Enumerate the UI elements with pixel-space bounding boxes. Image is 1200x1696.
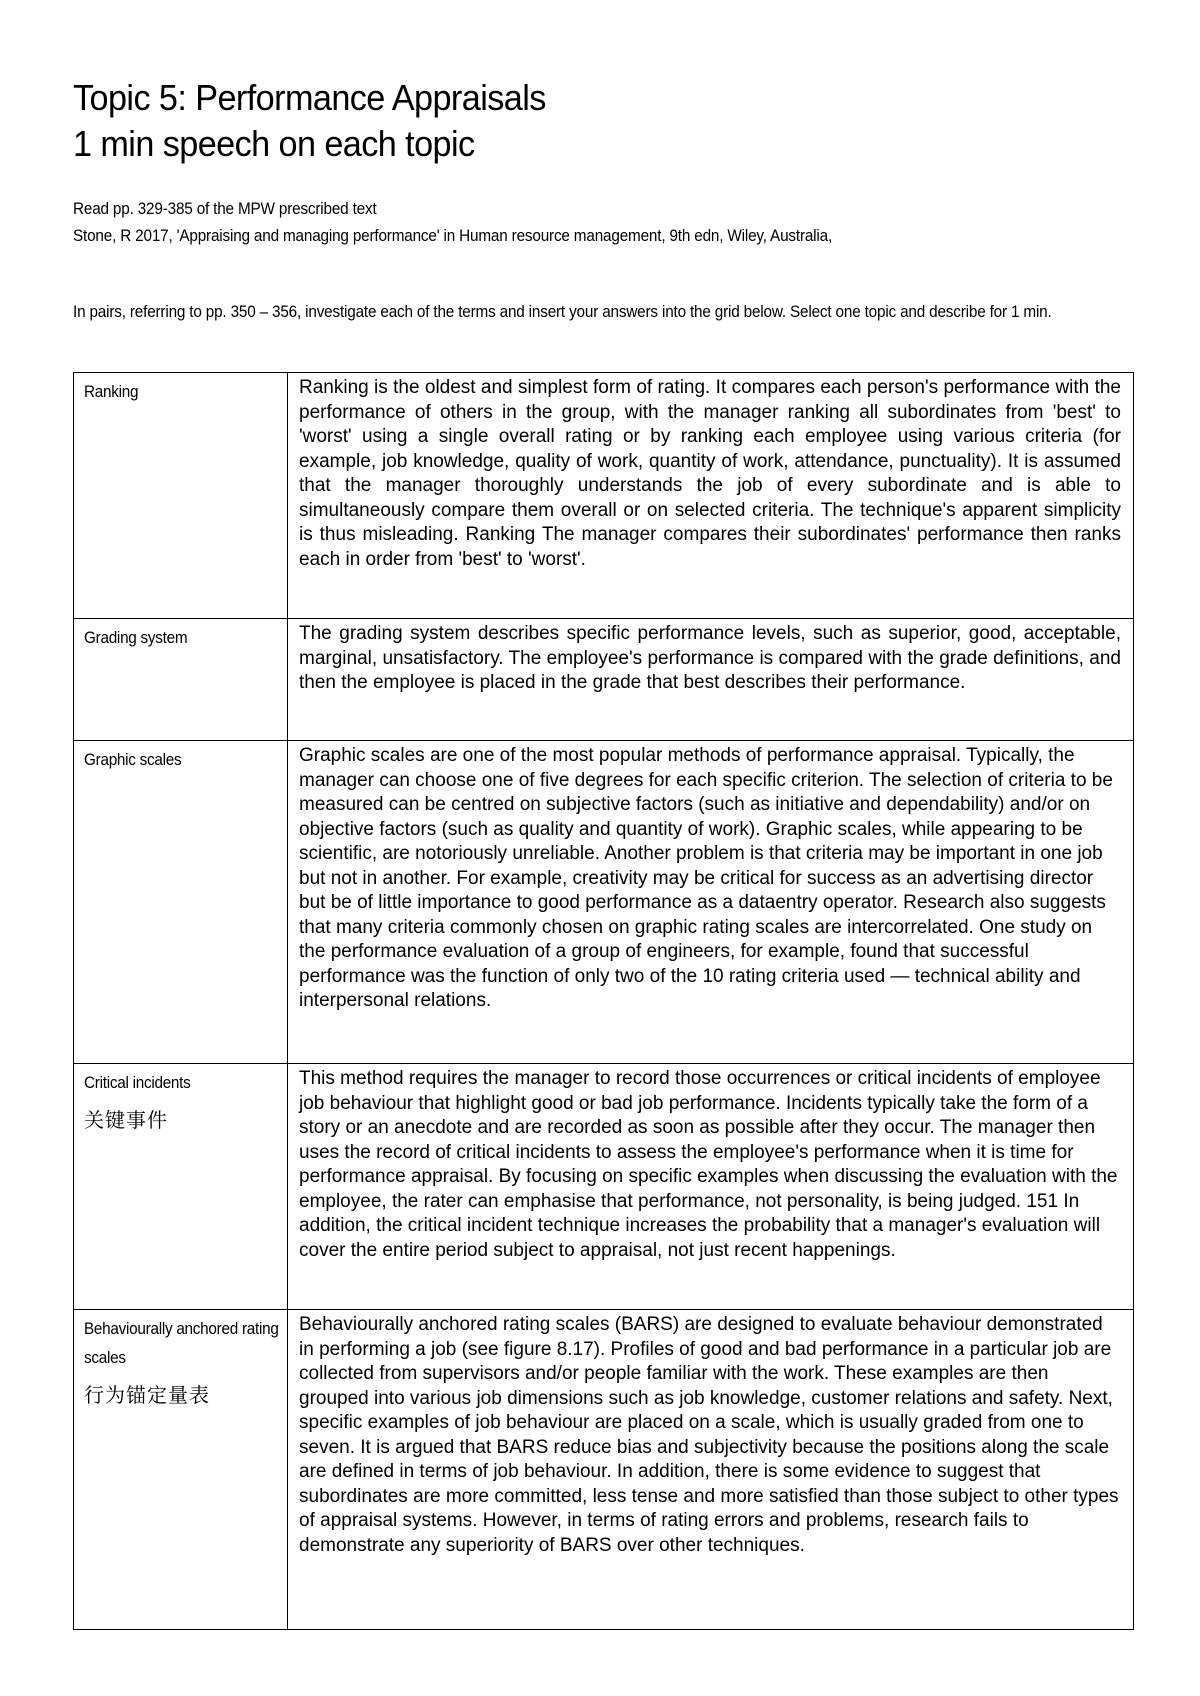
- description-cell[interactable]: [288, 1064, 1134, 1310]
- description-cell[interactable]: [288, 373, 1134, 619]
- table-row: [74, 1064, 1134, 1310]
- term-cell: [74, 373, 288, 619]
- table-row: [74, 1310, 1134, 1630]
- page-subtitle: 1 min speech on each topic: [73, 123, 475, 164]
- page-title: Topic 5: Performance Appraisals: [73, 77, 546, 118]
- term-cell: [74, 619, 288, 741]
- term-label: Critical incidents: [84, 1073, 191, 1092]
- reading-citation: Stone, R 2017, 'Appraising and managing performance' in Human resource management, 9th edn, Wiley, Australia,: [73, 226, 833, 245]
- answer-grid: [73, 372, 1134, 1630]
- term-label: Grading system: [84, 628, 188, 647]
- term-label: Behaviourally anchored rating scales: [84, 1319, 279, 1367]
- term-label: Graphic scales: [84, 750, 182, 769]
- reading-pages: Read pp. 329-385 of the MPW prescribed text: [73, 199, 377, 218]
- term-label-chinese: 行为锚定量表: [84, 1385, 210, 1407]
- description-text: The grading system describes specific performance levels, such as superior, good, acceptable, marginal, unsatisfactory. The employee's performance is compared with the grade definitions, and then the employee is placed in the grade that best describes their performance.: [299, 623, 1121, 693]
- table-row: [74, 373, 1134, 619]
- term-label-chinese: 关键事件: [84, 1110, 168, 1132]
- description-cell[interactable]: [288, 1310, 1134, 1630]
- reading-reference: [73, 195, 1027, 249]
- description-text: Graphic scales are one of the most popular methods of performance appraisal. Typically, the manager can choose one of five degrees for each specific criterion. The selection of criteria to be measured can be centred on subjective factors (such as initiative and dependability) and/or on objective factors (such as quality and quantity of work). Graphic scales, while appearing to be scientific, are notoriously unreliable. Another problem is that criteria may be important in one job but not in another. For example, creativity may be critical for success as an advertising director but be of little importance to good performance as a dataentry operator. Research also suggests that many criteria commonly chosen on graphic rating scales are intercorrelated. One study on the performance evaluation of a group of engineers, for example, found that successful performance was the function of only two of the 10 rating criteria used — technical ability and interpersonal relations.: [299, 745, 1113, 1011]
- table-row: [74, 619, 1134, 741]
- description-cell[interactable]: [288, 741, 1134, 1064]
- term-cell: [74, 1310, 288, 1630]
- description-text: Behaviourally anchored rating scales (BARS) are designed to evaluate behaviour demonstrated in performing a job (see figure 8.17). Profiles of good and bad performance in a particular job are collected from supervisors and/or people familiar with the work. These examples are then grouped into various job dimensions such as job knowledge, customer relations and safety. Next, specific examples of job behaviour are placed on a scale, which is usually graded from one to seven. It is argued that BARS reduce bias and subjectivity because the positions along the scale are defined in terms of job behaviour. In addition, there is some evidence to suggest that subordinates are more committed, less tense and more satisfied than those subject to other types of appraisal systems. However, in terms of rating errors and problems, research fails to demonstrate any superiority of BARS over other techniques.: [299, 1314, 1119, 1556]
- description-cell[interactable]: [288, 619, 1134, 741]
- term-label: Ranking: [84, 382, 139, 401]
- description-text: Ranking is the oldest and simplest form of rating. It compares each person's performance with the performance of others in the group, with the manager ranking all subordinates from 'best' to 'worst' using a single overall rating or by ranking each employee using various criteria (for example, job knowledge, quality of work, quantity of work, attendance, punctuality). It is assumed that the manager thoroughly understands the job of every subordinate and is able to simultaneously compare them overall or on selected criteria. The technique's apparent simplicity is thus misleading. Ranking The manager compares their subordinates' performance then ranks each in order from 'best' to 'worst'.: [299, 377, 1121, 570]
- term-cell: [74, 1064, 288, 1310]
- document-page: [73, 75, 1133, 326]
- description-text: This method requires the manager to record those occurrences or critical incidents of employee job behaviour that highlight good or bad job performance. Incidents typically take the form of a story or an anecdote and are recorded as soon as possible after they occur. The manager then uses the record of critical incidents to assess the employee's performance when it is time for performance appraisal. By focusing on specific examples when discussing the evaluation with the employee, the rater can emphasise that performance, not personality, is being judged. 151 In addition, the critical incident technique increases the probability that a manager's evaluation will cover the entire period subject to appraisal, not just recent happenings.: [299, 1068, 1118, 1261]
- term-cell: [74, 741, 288, 1064]
- instructions-text: In pairs, referring to pp. 350 – 356, investigate each of the terms and insert your answers into the grid below. Select one topic and describe for 1 min.: [73, 302, 1052, 321]
- table-row: [74, 741, 1134, 1064]
